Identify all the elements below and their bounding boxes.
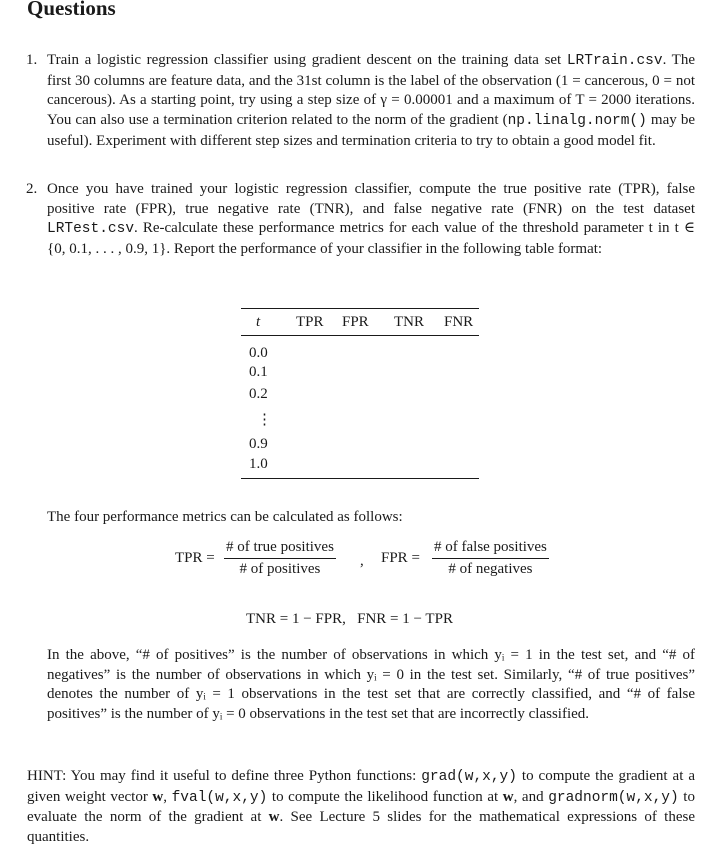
question-1-text — [47, 51, 695, 152]
header-fnr: FNR — [444, 313, 474, 330]
explanation-paragraph: In the above, “# of positives” is the number of observations in which yᵢ = 1 in the test set, and “# of negatives” is the number of observations in which yᵢ = 0 in the test set. Similarly, “# of true positives” denotes the number of yᵢ = 1 observations in the test set that are correctly classified, and “# of false positives” is the number of yᵢ = 0 observations in the test set that are incorrectly classified. — [47, 647, 695, 723]
hint-text-part: to compute the likelihood function at — [267, 788, 503, 805]
fpr-fraction — [432, 538, 549, 579]
hint-text-part: HINT: You may find it useful to define three Python functions: — [27, 768, 422, 784]
train-file-name: LRTrain.csv — [566, 53, 663, 69]
table-row — [241, 455, 479, 479]
row-t-value: 0.2 — [249, 385, 268, 402]
hint-text-part: to compute the gradient at a given weight vector — [27, 768, 696, 805]
table-header-row — [241, 309, 479, 336]
tpr-equation-lhs: TPR = — [175, 550, 215, 566]
hint-text-part: to evaluate the norm of the gradient at — [27, 788, 695, 826]
row-t-ellipsis: ⋮ — [257, 412, 272, 428]
tpr-denominator: # of positives — [239, 561, 321, 577]
table-row — [241, 434, 479, 455]
question-1-number: 1. — [26, 52, 38, 68]
fpr-numerator: # of false positives — [432, 538, 549, 559]
weight-vector-symbol: w — [268, 809, 280, 826]
fval-function-code: fval(w,x,y) — [171, 789, 268, 806]
fpr-equation-lhs: FPR = — [381, 550, 420, 566]
q1-text-part: may be useful). Experiment with different step sizes and termination criteria to try to obtain a good model fit. — [47, 112, 696, 149]
header-tnr: TNR — [394, 313, 424, 330]
question-2-number: 2. — [26, 181, 38, 197]
performance-table — [241, 308, 479, 479]
gradnorm-function-code: gradnorm(w,x,y) — [548, 789, 679, 806]
fpr-denominator: # of negatives — [448, 561, 533, 577]
q1-text-part: . The first 30 columns are feature data, and the 31st column is the label of the observation (1 = cancerous, 0 = not cancerous). As a starting point, try using a step size of γ = 0.00001 and a maximum of T = 2000 iterations. You can also use a termination criterion related to the norm of the gradient ( — [47, 52, 695, 129]
tpr-numerator: # of true positives — [224, 538, 336, 559]
table-row — [241, 405, 479, 434]
page-heading: Questions — [27, 0, 116, 20]
hint-text-part: . See Lecture 5 slides for the mathematical expressions of these quantities. — [27, 809, 695, 846]
q2-text-part: Once you have trained your logistic regression classifier, compute the true positive rate (TPR), false positive rate (FPR), true negative rate (TNR), and false negative rate (FNR) on the test dataset — [47, 181, 695, 217]
row-t-value: 0.0 — [249, 344, 268, 361]
metrics-intro: The four performance metrics can be calculated as follows: — [47, 509, 403, 525]
row-t-value: 0.9 — [249, 436, 268, 452]
row-t-value: 0.1 — [249, 364, 268, 380]
header-t: t — [256, 313, 261, 330]
question-2-text — [47, 180, 695, 260]
norm-function-code: np.linalg.norm() — [507, 113, 647, 130]
hint-text-part: , and — [513, 788, 549, 805]
header-fpr: FPR — [342, 313, 369, 330]
weight-vector-symbol: w — [152, 788, 164, 805]
header-tpr: TPR — [296, 313, 324, 330]
table-row — [241, 336, 479, 363]
tpr-fraction — [224, 538, 336, 579]
hint-paragraph — [27, 767, 695, 848]
weight-vector-symbol: w — [502, 788, 514, 805]
table-row — [241, 383, 479, 405]
table-row — [241, 362, 479, 383]
q1-text-part: Train a logistic regression classifier using gradient descent on the training data set — [47, 52, 567, 68]
grad-function-code: grad(w,x,y) — [421, 769, 517, 785]
equation-comma: , — [360, 553, 364, 569]
q2-text-part: . Re-calculate these performance metrics for each value of the threshold parameter t in t ∈ {0, 0.1, . . . , 0.9, 1}. Report the performance of your classifier in the following table format: — [47, 220, 695, 258]
hint-text-part: , — [163, 788, 172, 805]
tnr-fnr-equations: TNR = 1 − FPR, FNR = 1 − TPR — [246, 611, 453, 627]
test-file-name: LRTest.csv — [47, 221, 135, 238]
row-t-value: 1.0 — [249, 456, 268, 472]
